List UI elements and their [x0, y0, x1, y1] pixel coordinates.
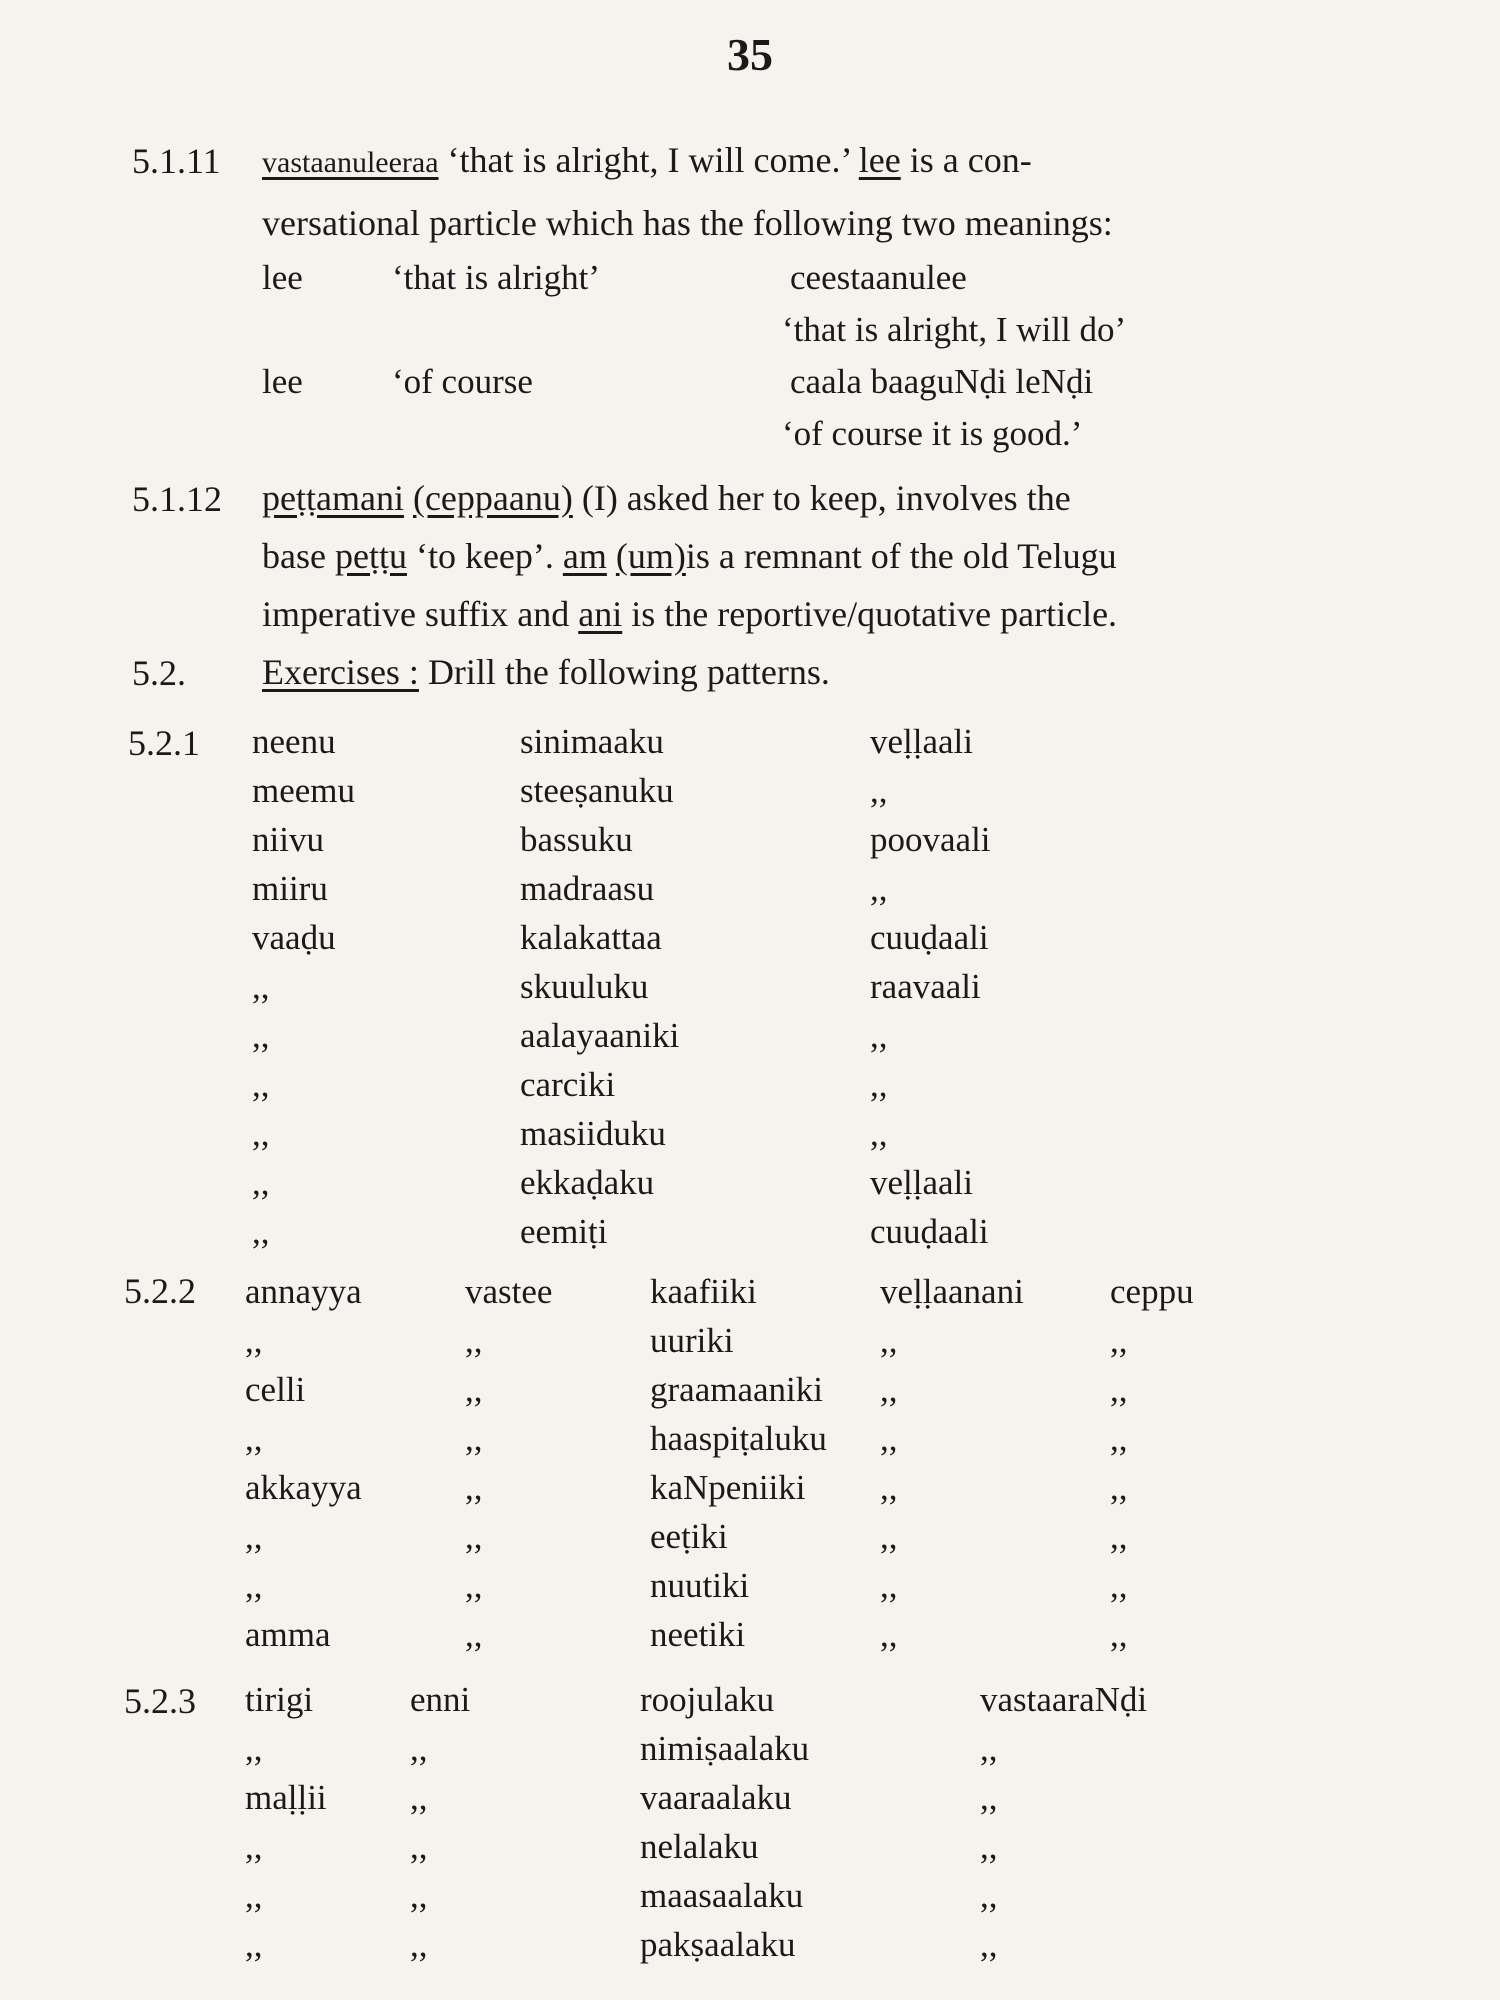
drill-cell: ,, — [245, 1321, 263, 1360]
drill-cell: maasaalaku — [640, 1876, 804, 1915]
text-remnant: is a remnant of the old Telugu — [685, 536, 1117, 576]
line-rest: is a con- — [909, 140, 1032, 180]
drill-cell: carciki — [520, 1065, 616, 1104]
drill-cell: ,, — [465, 1615, 483, 1654]
drill-cell: ,, — [245, 1827, 263, 1866]
drill-cell: ,, — [410, 1876, 428, 1915]
drill-cell: amma — [245, 1615, 331, 1654]
drill-cell: vastee — [465, 1272, 553, 1311]
drill-cell: ,, — [880, 1468, 898, 1507]
drill-cell: ,, — [410, 1827, 428, 1866]
drill-cell: skuuluku — [520, 967, 649, 1006]
drill-cell: kalakattaa — [520, 918, 662, 957]
drill-cell: ,, — [410, 1778, 428, 1817]
drill-cell: ,, — [1110, 1517, 1128, 1556]
drill-cell: poovaali — [870, 820, 991, 859]
drill-cell: ,, — [880, 1321, 898, 1360]
drill-cell: vastaaraNḍi — [980, 1680, 1148, 1719]
section-5-1-11-line-1 — [262, 132, 1362, 191]
drill-cell: ,, — [1110, 1370, 1128, 1409]
text-reportive: is the reportive/quotative particle. — [631, 594, 1118, 634]
drill-cell: niivu — [252, 820, 324, 859]
drill-cell: ,, — [870, 869, 888, 908]
meaning-gloss-2: ‘of course — [392, 362, 533, 401]
meaning-example-gloss-2: ‘of course it is good.’ — [782, 414, 1083, 453]
page-number: 35 — [727, 29, 773, 80]
term-gloss: ‘that is alright, I will come.’ — [447, 140, 850, 180]
drill-cell: uuriki — [650, 1321, 734, 1360]
section-5-2-heading — [262, 644, 1362, 700]
meaning-gloss-1: ‘that is alright’ — [392, 258, 601, 297]
drill-cell: ,, — [245, 1729, 263, 1768]
drill-cell: neetiki — [650, 1615, 746, 1654]
drill-cell: ,, — [252, 967, 270, 1006]
drill-cell: vaaḍu — [252, 918, 336, 957]
term-um: (um) — [615, 536, 686, 576]
line-rest: (I) asked her to keep, involves the — [581, 478, 1071, 518]
drill-cell: steeṣanuku — [520, 771, 674, 810]
term-lee: lee — [858, 140, 901, 180]
drill-cell: ,, — [1110, 1566, 1128, 1605]
drill-cell: sinimaaku — [520, 722, 664, 761]
drill-cell: ,, — [245, 1517, 263, 1556]
drill-cell: ,, — [980, 1925, 998, 1964]
drill-cell: ,, — [880, 1419, 898, 1458]
drill-cell: ,, — [252, 1163, 270, 1202]
drill-cell: ,, — [1110, 1321, 1128, 1360]
drill-cell: graamaaniki — [650, 1370, 823, 1409]
section-5-1-12-line-2 — [262, 528, 1362, 584]
drill-cell: ,, — [465, 1419, 483, 1458]
drill-cell: ekkaḍaku — [520, 1163, 655, 1202]
drill-cell: veḷḷaali — [870, 722, 974, 761]
drill-cell: ,, — [1110, 1419, 1128, 1458]
section-number-5-1-12: 5.1.12 — [132, 479, 222, 519]
drill-cell: ,, — [465, 1321, 483, 1360]
section-5-1-11-line-2: versational particle which has the following two meanings: — [262, 203, 1113, 243]
drill-cell: veḷḷaanani — [880, 1272, 1024, 1311]
drill-cell: ,, — [465, 1517, 483, 1556]
drill-cell: nimiṣaalaku — [640, 1729, 810, 1768]
drill-cell: cuuḍaali — [870, 1212, 989, 1251]
drill-cell: roojulaku — [640, 1680, 775, 1719]
drill-cell: vaaraalaku — [640, 1778, 792, 1817]
term-vastaanuleeraa: vastaanuleeraa — [262, 146, 439, 179]
text-to-keep: ‘to keep’. — [415, 536, 554, 576]
drill-cell: cuuḍaali — [870, 918, 989, 957]
drill-cell: ,, — [252, 1114, 270, 1153]
section-number-5-1-11: 5.1.11 — [132, 141, 221, 181]
meaning-term-1: lee — [262, 258, 303, 297]
drill-cell: ,, — [465, 1468, 483, 1507]
term-ani: ani — [578, 594, 623, 634]
section-number-5-2-1: 5.2.1 — [128, 723, 200, 763]
section-5-1-12-line-1 — [262, 470, 1362, 526]
drill-cell: ,, — [1110, 1468, 1128, 1507]
drill-cell: ,, — [252, 1065, 270, 1104]
section-number-5-2-2: 5.2.2 — [124, 1271, 196, 1311]
drill-cell: ,, — [880, 1370, 898, 1409]
drill-cell: eemiṭi — [520, 1212, 608, 1251]
section-number-5-2-3: 5.2.3 — [124, 1681, 196, 1721]
drill-cell: celli — [245, 1370, 306, 1409]
drill-cell: raavaali — [870, 967, 981, 1006]
drill-cell: pakṣaalaku — [640, 1925, 796, 1964]
drill-cell: ceppu — [1110, 1272, 1194, 1311]
drill-cell: miiru — [252, 869, 328, 908]
drill-cell: ,, — [870, 1114, 888, 1153]
drill-cell: ,, — [245, 1419, 263, 1458]
drill-cell: ,, — [880, 1615, 898, 1654]
drill-cell: ,, — [870, 1065, 888, 1104]
drill-cell: madraasu — [520, 869, 655, 908]
drill-cell: ,, — [880, 1517, 898, 1556]
drill-cell: bassuku — [520, 820, 633, 859]
term-am: am — [562, 536, 607, 576]
drill-cell: haaspiṭaluku — [650, 1419, 827, 1458]
meaning-example-1: ceestaanulee — [790, 258, 967, 297]
exercises-text: Drill the following patterns. — [427, 652, 830, 692]
drill-cell: maḷḷii — [245, 1778, 327, 1817]
drill-cell: ,, — [880, 1566, 898, 1605]
drill-cell: eeṭiki — [650, 1517, 728, 1556]
drill-cell: ,, — [980, 1778, 998, 1817]
meaning-example-gloss-1: ‘that is alright, I will do’ — [782, 310, 1127, 349]
drill-cell: kaNpeniiki — [650, 1468, 806, 1507]
section-5-1-12-line-3 — [262, 586, 1362, 642]
drill-cell: ,, — [410, 1729, 428, 1768]
drill-cell: ,, — [245, 1876, 263, 1915]
drill-cell: ,, — [980, 1876, 998, 1915]
drill-cell: tirigi — [245, 1680, 314, 1719]
drill-cell: ,, — [980, 1827, 998, 1866]
drill-cell: ,, — [252, 1212, 270, 1251]
text-imperative: imperative suffix and — [262, 594, 570, 634]
drill-cell: nuutiki — [650, 1566, 750, 1605]
drill-cell: kaafiiki — [650, 1272, 757, 1311]
term-pettamani: peṭṭamani — [262, 478, 404, 518]
drill-cell: enni — [410, 1680, 471, 1719]
meaning-term-2: lee — [262, 362, 303, 401]
drill-cell: akkayya — [245, 1468, 362, 1507]
section-number-5-2: 5.2. — [132, 653, 186, 693]
drill-cell: ,, — [245, 1566, 263, 1605]
drill-cell: ,, — [870, 771, 888, 810]
drill-cell: ,, — [410, 1925, 428, 1964]
drill-cell: ,, — [252, 1016, 270, 1055]
drill-cell: ,, — [465, 1566, 483, 1605]
term-ceppaanu: (ceppaanu) — [412, 478, 573, 518]
drill-cell: masiiduku — [520, 1114, 666, 1153]
drill-cell: ,, — [1110, 1615, 1128, 1654]
drill-cell: aalayaaniki — [520, 1016, 680, 1055]
meaning-example-2: caala baaguNḍi leNḍi — [790, 362, 1094, 401]
term-pettu: peṭṭu — [334, 536, 407, 576]
drill-cell: meemu — [252, 771, 356, 810]
drill-cell: ,, — [870, 1016, 888, 1055]
drill-cell: ,, — [245, 1925, 263, 1964]
drill-cell: nelalaku — [640, 1827, 759, 1866]
drill-cell: ,, — [465, 1370, 483, 1409]
exercises-heading: Exercises : — [262, 652, 419, 692]
drill-cell: ,, — [980, 1729, 998, 1768]
drill-cell: annayya — [245, 1272, 362, 1311]
text-base: base — [262, 536, 326, 576]
drill-cell: veḷḷaali — [870, 1163, 974, 1202]
drill-cell: neenu — [252, 722, 336, 761]
